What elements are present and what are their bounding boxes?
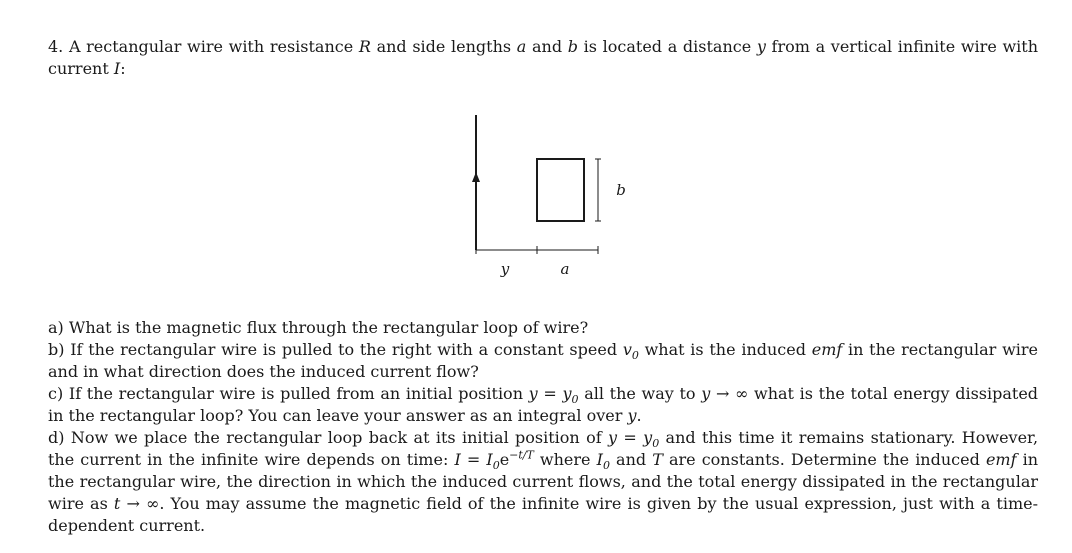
text-run: in the rectangular wire, the direction in which the induced current flows, and the total energy dissipated in the rectangular wire as	[48, 450, 1039, 513]
math-symbol: y	[756, 37, 766, 56]
part-label: b)	[48, 340, 65, 359]
text-run: =	[460, 450, 487, 469]
math-symbol: I	[113, 59, 121, 78]
math-symbol: y	[528, 384, 538, 403]
math-symbol: y	[627, 406, 637, 425]
text-run: .	[636, 406, 642, 425]
text-run: from a vertical infinite wire with current	[48, 37, 1038, 78]
math-symbol: y	[607, 428, 618, 447]
text-run: are constants. Determine the induced	[662, 450, 986, 469]
math-symbol: $y_0$	[643, 428, 660, 451]
text-run: $e^{-t/T}$	[499, 448, 534, 469]
text-run: → ∞. You may assume the magnetic field of the infinite wire is given by the usual expression, just with a time-dependent current.	[48, 494, 1038, 535]
text-run: and	[609, 450, 653, 469]
math-symbol: R	[358, 37, 371, 56]
part-label: d)	[48, 428, 65, 447]
label-y: y	[500, 260, 510, 278]
text-run: If the rectangular wire is pulled to the right with a constant speed	[70, 340, 623, 359]
problem-statement	[48, 36, 1038, 80]
subscript: 0	[571, 393, 579, 407]
math-symbol: $v_0$	[622, 340, 639, 363]
problem-number: 4.	[48, 37, 64, 56]
text-run: where	[533, 450, 597, 469]
part-text	[48, 340, 1038, 381]
part-text	[48, 384, 1038, 425]
math-symbol: emf	[811, 340, 843, 359]
rectangular-loop	[537, 159, 584, 221]
subscript: 0	[652, 437, 660, 451]
part-label: c)	[48, 384, 64, 403]
text-run: Now we place the rectangular loop back at its initial position of	[70, 428, 608, 447]
part-a	[48, 317, 1038, 339]
part-c	[48, 383, 1038, 427]
circuit-figure	[450, 110, 650, 285]
math-symbol: t	[113, 494, 121, 513]
text-run: → ∞ what is the total energy dissipated in the rectangular loop? You can leave your answer as an integral over	[48, 384, 1039, 425]
math-symbol: b	[567, 37, 578, 56]
label-b: b	[616, 181, 626, 199]
text-run: A rectangular wire with resistance	[68, 37, 359, 56]
part-d	[48, 427, 1038, 537]
superscript: −t/T	[509, 448, 534, 462]
problem-intro	[48, 37, 1038, 78]
subscript: 0	[631, 349, 639, 363]
subscript: 0	[602, 459, 610, 473]
current-arrow-icon	[472, 172, 480, 182]
text-run: and side lengths	[370, 37, 517, 56]
math-symbol: I	[454, 450, 461, 469]
math-symbol: $I_0$	[596, 450, 610, 473]
part-label: a)	[48, 318, 64, 337]
math-symbol: $y_0$	[562, 384, 579, 407]
text-run: what is the induced	[638, 340, 812, 359]
text-run: =	[617, 428, 644, 447]
part-text	[69, 318, 588, 337]
subscript: 0	[492, 459, 500, 473]
math-symbol: $I_0$	[486, 450, 500, 473]
text-run: in the rectangular wire and in what direction does the induced current flow?	[48, 340, 1039, 381]
problem-parts	[48, 317, 1038, 537]
part-text	[48, 428, 1038, 535]
text-run: If the rectangular wire is pulled from an initial position	[68, 384, 529, 403]
text-run: =	[537, 384, 563, 403]
text-run: is located a distance	[577, 37, 757, 56]
math-symbol: emf	[985, 450, 1017, 469]
figure-svg	[450, 110, 650, 285]
math-symbol: T	[652, 450, 663, 469]
math-symbol: y	[701, 384, 711, 403]
part-b	[48, 339, 1038, 383]
text-run: :	[120, 59, 126, 78]
label-a: a	[560, 260, 570, 278]
math-symbol: a	[516, 37, 527, 56]
text-run: What is the magnetic flux through the rectangular loop of wire?	[68, 318, 589, 337]
text-run: and this time it remains stationary. However, the current in the infinite wire depends on time:	[48, 428, 1039, 469]
text-run: and	[526, 37, 568, 56]
text-run: all the way to	[578, 384, 702, 403]
